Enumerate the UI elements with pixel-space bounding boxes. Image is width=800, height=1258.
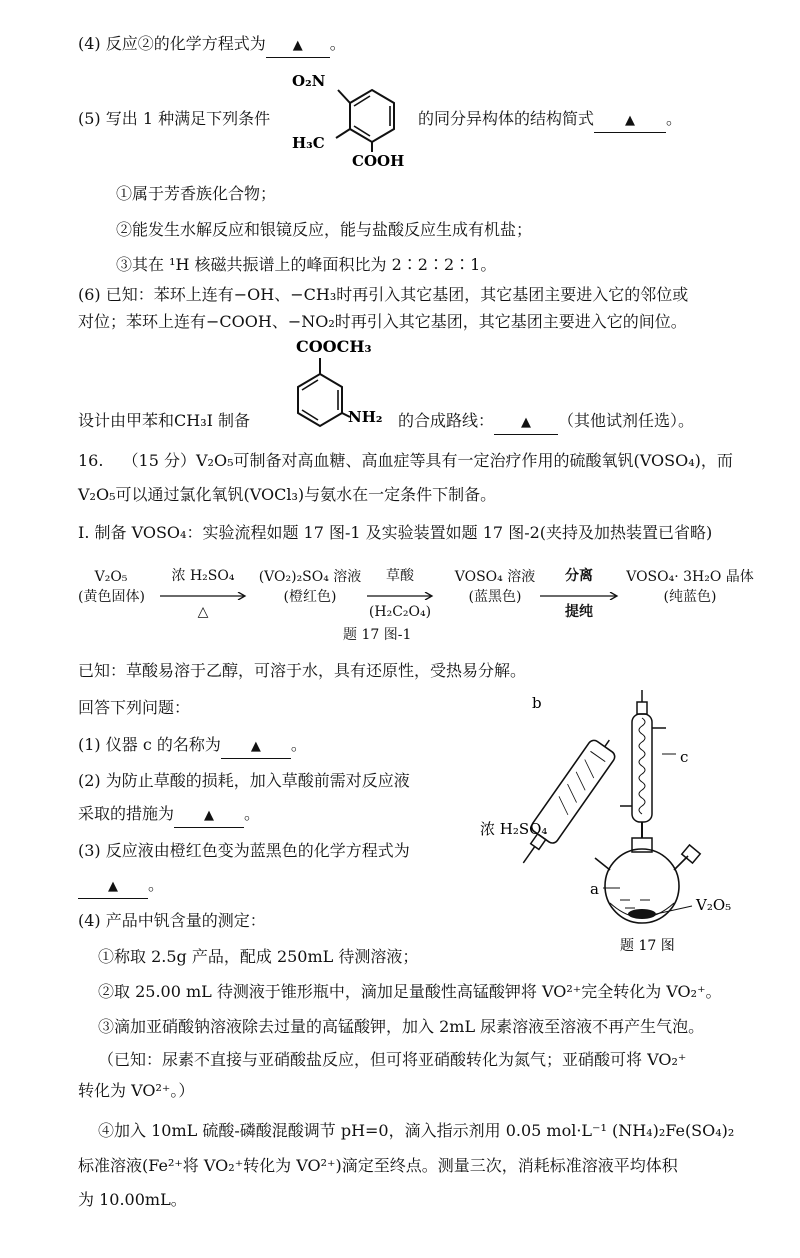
s4-title: (4) 产品中钒含量的测定：	[78, 911, 266, 930]
q16-line1: 16. （15 分）V₂O₅可制备对高血糖、高血症等具有一定治疗作用的硫酸氧钒(VOSO₄)，而	[78, 451, 733, 470]
answer-mark-icon: ▲	[250, 739, 261, 754]
label-acid: 浓 H₂SO₄	[480, 820, 548, 838]
condition-3: ③其在 ¹H 核磁共振谱上的峰面积比为 2∶2∶2∶1。	[116, 255, 497, 274]
q4-line: (4) 反应②的化学方程式为 ▲ 。	[78, 33, 346, 58]
apparatus-caption: 题 17 图	[620, 938, 675, 954]
flow-arrow-2: 草酸 (H₂C₂O₄)	[365, 566, 435, 622]
label-a: a	[590, 880, 599, 898]
q5-tail: 的同分异构体的结构简式 ▲ 。	[418, 108, 682, 133]
flow-step-4: VOSO₄· 3H₂O 晶体 (纯蓝色)	[626, 569, 754, 605]
cooh-label: COOH	[352, 152, 405, 170]
q16-line2: V₂O₅可以通过氯化氧钒(VOCl₃)与氨水在一定条件下制备。	[78, 485, 497, 504]
arrow-right-icon	[158, 592, 248, 600]
q6-line3: 设计由甲苯和CH₃I 制备	[78, 411, 251, 430]
answer-mark-icon: ▲	[108, 879, 118, 894]
q6-tail: 的合成路线： ▲ （其他试剂任选）。	[398, 410, 694, 435]
label-c: c	[680, 748, 689, 766]
q6-line2: 对位；苯环上连有−COOH、−NO₂时再引入其它基团，其它基团主要进入它的间位。	[78, 312, 687, 331]
flow-step-1: V₂O₅ (黄色固体)	[78, 569, 145, 605]
q6-line1: (6) 已知：苯环上连有−OH、−CH₃时再引入其它基团，其它基团主要进入它的邻位或	[78, 285, 689, 304]
condition-1: ①属于芳香族化合物；	[116, 184, 277, 203]
q4-text: 反应②的化学方程式为	[105, 34, 266, 53]
s3-answer-blank[interactable]	[78, 874, 148, 899]
q5-text: 写出 1 种满足下列条件	[105, 109, 271, 128]
q5-line	[78, 108, 270, 130]
s3-line1: (3) 反应液由橙红色变为蓝黑色的化学方程式为	[78, 841, 410, 860]
s4-step4c: 为 10.00mL。	[78, 1190, 187, 1209]
s2-line2: 采取的措施为 ▲ 。	[78, 803, 260, 828]
label-b: b	[532, 694, 542, 712]
answer-mark-icon: ▲	[204, 808, 215, 823]
q16-number: 16.	[78, 451, 104, 470]
arrow-right-icon	[365, 592, 435, 600]
q6-answer-blank[interactable]	[494, 410, 558, 435]
known-text: 已知：草酸易溶于乙醇，可溶于水，具有还原性，受热易分解。	[78, 661, 527, 680]
flow-caption: 题 17 图-1	[343, 627, 412, 643]
s1-line: (1) 仪器 c 的名称为 ▲ 。	[78, 734, 307, 759]
s4-note2: 转化为 VO²⁺。）	[78, 1081, 195, 1100]
s4-step4b: 标准溶液(Fe²⁺将 VO₂⁺转化为 VO²⁺)滴定至终点。测量三次，消耗标准溶液平均体积	[78, 1156, 678, 1175]
q5-structure	[290, 60, 415, 170]
flow-arrow-3: 分离 提纯	[538, 566, 620, 622]
flow-arrow-1: 浓 H₂SO₄ △	[158, 566, 248, 622]
nh2-label: NH₂	[348, 408, 383, 426]
s4-step2: ②取 25.00 mL 待测液于锥形瓶中，滴加足量酸性高锰酸钾将 VO²⁺完全转化为 VO₂⁺。	[98, 982, 722, 1001]
cooch3-label: COOCH₃	[296, 337, 372, 356]
s4-step4a: ④加入 10mL 硫酸-磷酸混酸调节 pH=0，滴入指示剂用 0.05 mol·L⁻¹ (NH₄)₂Fe(SO₄)₂	[98, 1121, 735, 1140]
s2-answer-blank[interactable]	[174, 803, 244, 828]
q5-answer-blank[interactable]	[594, 108, 666, 133]
s2-line1: (2) 为防止草酸的损耗，加入草酸前需对反应液	[78, 771, 410, 790]
label-v2o5: V₂O₅	[696, 896, 732, 914]
answer-mark-icon: ▲	[521, 415, 532, 430]
flow-step-2: (VO₂)₂SO₄ 溶液 (橙红色)	[258, 569, 362, 605]
no2-label: O₂N	[292, 72, 326, 90]
ch3-label: H₃C	[292, 134, 325, 152]
q4-answer-blank[interactable]	[266, 33, 330, 58]
flow-step-3: VOSO₄ 溶液 (蓝黑色)	[454, 569, 536, 605]
q5-number: (5)	[78, 109, 101, 128]
s4-note1: （已知：尿素不直接与亚硝酸盐反应，但可将亚硝酸转化为氮气；亚硝酸可将 VO₂⁺	[98, 1050, 687, 1069]
answer-heading: 回答下列问题：	[78, 698, 191, 717]
s1-answer-blank[interactable]	[221, 734, 291, 759]
apparatus-figure	[470, 688, 770, 963]
q6-structure	[280, 330, 410, 445]
arrow-right-icon	[538, 592, 620, 600]
condition-2: ②能发生水解反应和银镜反应，能与盐酸反应生成有机盐；	[116, 220, 533, 239]
answer-mark-icon: ▲	[625, 113, 636, 128]
q4-number: (4)	[78, 34, 101, 53]
answer-mark-icon: ▲	[292, 38, 303, 53]
part1-heading: I. 制备 VOSO₄：实验流程如题 17 图-1 及实验装置如题 17 图-2(夹持及加热装置已省略)	[78, 523, 713, 542]
s4-step3: ③滴加亚硝酸钠溶液除去过量的高锰酸钾，加入 2mL 尿素溶液至溶液不再产生气泡。	[98, 1017, 705, 1036]
s3-line2: ▲ 。	[78, 874, 164, 899]
s4-step1: ①称取 2.5g 产品，配成 250mL 待测溶液；	[98, 947, 419, 966]
